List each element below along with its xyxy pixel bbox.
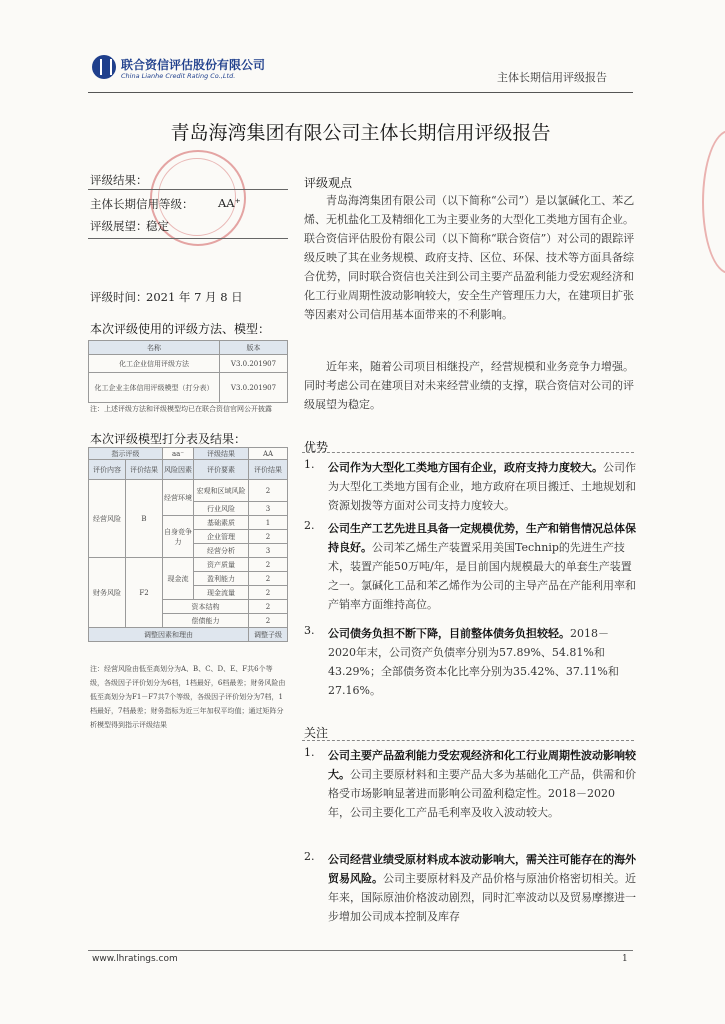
table-cell: 2 — [249, 480, 288, 502]
table-header: 评价结果 — [126, 460, 163, 480]
table-cell: 经营分析 — [194, 544, 249, 558]
table-cell: 2 — [249, 586, 288, 600]
rating-time-value: 2021 年 7 月 8 日 — [146, 290, 243, 304]
table-cell: AA — [249, 448, 288, 460]
table-header: 指示评级 — [89, 448, 163, 460]
strength-heading: 公司债务负担不断下降，目前整体债务负担较轻。 — [328, 627, 570, 640]
table-cell: 2 — [249, 600, 288, 614]
page-number: 1 — [622, 954, 628, 964]
table-header: 评价要素 — [194, 460, 249, 480]
rating-divider — [88, 189, 288, 190]
header-divider — [88, 92, 633, 93]
table-cell: 资产质量 — [194, 558, 249, 572]
strength-text: 公司作为大型化工类地方国有企业，地方政府在项目搬迁、土地规划和资源划拨等方面对公司支持力度较大。 — [328, 461, 636, 512]
footer-divider — [88, 950, 633, 951]
long-term-rating-value: AA⁺ — [218, 196, 241, 210]
page-seal-stamp-icon — [702, 130, 725, 274]
table-cell: F2 — [126, 558, 163, 628]
table-cell: V3.0.201907 — [220, 355, 288, 373]
long-term-rating-label: 主体长期信用等级： — [90, 197, 194, 211]
table-cell: aa⁻ — [163, 448, 194, 460]
table-cell: 基础素质 — [194, 516, 249, 530]
concerns-divider — [302, 740, 634, 741]
table-cell: 行业风险 — [194, 502, 249, 516]
rating-divider — [88, 238, 288, 239]
table-cell: 经营环境 — [163, 480, 194, 516]
concern-heading: 公司经营业绩受原材料成本波动影响大，需关注可能存在的海外贸易风险。 — [328, 853, 636, 885]
methods-table — [88, 340, 288, 403]
scorecard-table — [88, 447, 288, 642]
concern-number: 1. — [304, 746, 315, 759]
company-name-cn: 联合资信评估股份有限公司 — [121, 58, 266, 72]
table-cell: 化工企业主体信用评级模型（打分表） — [89, 373, 220, 403]
table-cell: 宏观和区域风险 — [194, 480, 249, 502]
table-cell: 自身竞争力 — [163, 516, 194, 558]
strengths-title: 优势 — [304, 440, 329, 454]
table-header: 风险因素 — [163, 460, 194, 480]
strength-text: 2018－2020年末，公司资产负债率分别为57.89%、54.81%和43.29%；全部债务资本化比率分别为35.42%、37.11%和27.16%。 — [328, 627, 619, 697]
strength-heading: 公司生产工艺先进且具备一定规模优势，生产和销售情况总体保持良好。 — [328, 522, 636, 554]
outlook-value: 稳定 — [146, 219, 169, 233]
strength-item — [328, 458, 636, 515]
table-cell: 盈利能力 — [194, 572, 249, 586]
table-cell: V3.0.201907 — [220, 373, 288, 403]
methods-title: 本次评级使用的评级方法、模型： — [90, 322, 271, 336]
concern-heading: 公司主要产品盈利能力受宏观经济和化工行业周期性波动影响较大。 — [328, 749, 636, 781]
table-cell: 现金流量 — [194, 586, 249, 600]
table-cell: 2 — [249, 558, 288, 572]
strength-item — [328, 624, 636, 700]
strength-number: 3. — [304, 624, 315, 637]
table-cell: 化工企业信用评级方法 — [89, 355, 220, 373]
table-cell: 偿债能力 — [163, 614, 249, 628]
table-header: 调整因素和理由 — [89, 628, 249, 642]
strength-number: 1. — [304, 458, 315, 471]
concern-item — [328, 850, 636, 942]
table-cell: 资本结构 — [163, 600, 249, 614]
table-cell: 1 — [249, 516, 288, 530]
company-logo-icon — [92, 55, 116, 79]
page-title: 青岛海湾集团有限公司主体长期信用评级报告 — [170, 122, 551, 144]
scorecard-title: 本次评级模型打分表及结果： — [90, 432, 247, 446]
table-cell: 财务风险 — [89, 558, 126, 628]
strengths-divider — [302, 452, 634, 453]
rating-view-paragraph: 青岛海湾集团有限公司（以下简称“公司”）是以氯碱化工、苯乙烯、无机盐化工及精细化工为主要业务的大型化工类地方国有企业。联合资信评估股份有限公司（以下简称“联合资信”）对公司的跟踪评级反映了其在业务规模、政府支持、区位、环保、技术等方面具备综合优势，同时联合资信也关注到公司主要产品盈利能力受宏观经济和化工行业周期性波动影响较大，安全生产管理压力大，在建项目扩张等因素对公司信用基本面带来的不利影响。 — [304, 194, 635, 321]
table-cell: 企业管理 — [194, 530, 249, 544]
table-header: 名称 — [89, 341, 220, 355]
rating-outlook-paragraph: 近年来，随着公司项目相继投产，经营规模和业务竞争力增强。同时考虑公司在建项目对未来经营业绩的支撑，联合资信对公司的评级展望为稳定。 — [304, 360, 634, 411]
concern-text: 公司主要原材料及产品价格与原油价格密切相关。近年来，国际原油价格波动剧烈，同时汇率波动以及贸易摩擦进一步增加公司成本控制及库存 — [328, 872, 636, 923]
rating-result-label: 评级结果： — [90, 173, 148, 187]
strength-number: 2. — [304, 519, 315, 532]
table-cell: 2 — [249, 530, 288, 544]
strength-item — [328, 519, 636, 614]
concerns-title: 关注 — [304, 726, 329, 740]
table-header: 调整子级 — [249, 628, 288, 642]
table-cell: 2 — [249, 614, 288, 628]
footer-url: www.lhratings.com — [92, 954, 178, 964]
table-header: 评级结果 — [194, 448, 249, 460]
table-header: 评价结果 — [249, 460, 288, 480]
table-cell: B — [126, 480, 163, 558]
rating-time-label: 评级时间： — [90, 290, 148, 304]
table-cell: 现金流 — [163, 558, 194, 600]
outlook-label: 评级展望： — [90, 219, 148, 233]
table-cell: 3 — [249, 544, 288, 558]
company-name-en: China Lianhe Credit Rating Co.,Ltd. — [121, 72, 236, 80]
table-cell: 3 — [249, 502, 288, 516]
concern-text: 公司主要原材料和主要产品大多为基础化工产品，供需和价格受市场影响显著进而影响公司盈利稳定性。2018－2020年，公司主要化工产品毛利率及收入波动较大。 — [328, 768, 636, 819]
rating-view-title: 评级观点 — [304, 176, 353, 190]
report-type: 主体长期信用评级报告 — [497, 71, 607, 84]
table-cell: 2 — [249, 572, 288, 586]
table-cell: 经营风险 — [89, 480, 126, 558]
strength-text: 公司苯乙烯生产装置采用美国Technip的先进生产技术，装置产能50万吨/年，是目前国内规模最大的单套生产装置之一。氯碱化工品和苯乙烯作为公司的主导产品在产能利用率和产销率方面维持高位。 — [328, 541, 636, 611]
scorecard-note: 注：经营风险由低至高划分为A、B、C、D、E、F共6个等级，各级因子评价划分为6档，1档最好，6档最差；财务风险由低至高划分为F1－F7共7个等级，各级因子评价划分为7档，1档最好，7档最差；财务指标为近三年加权平均值；通过矩阵分析模型得到指示评级结果 — [90, 665, 286, 729]
methods-note: 注：上述评级方法和评级模型均已在联合资信官网公开披露 — [90, 405, 272, 413]
strength-heading: 公司作为大型化工类地方国有企业，政府支持力度较大。 — [328, 461, 603, 474]
table-header: 评价内容 — [89, 460, 126, 480]
concern-item — [328, 746, 636, 822]
concern-number: 2. — [304, 850, 315, 863]
table-header: 版本 — [220, 341, 288, 355]
